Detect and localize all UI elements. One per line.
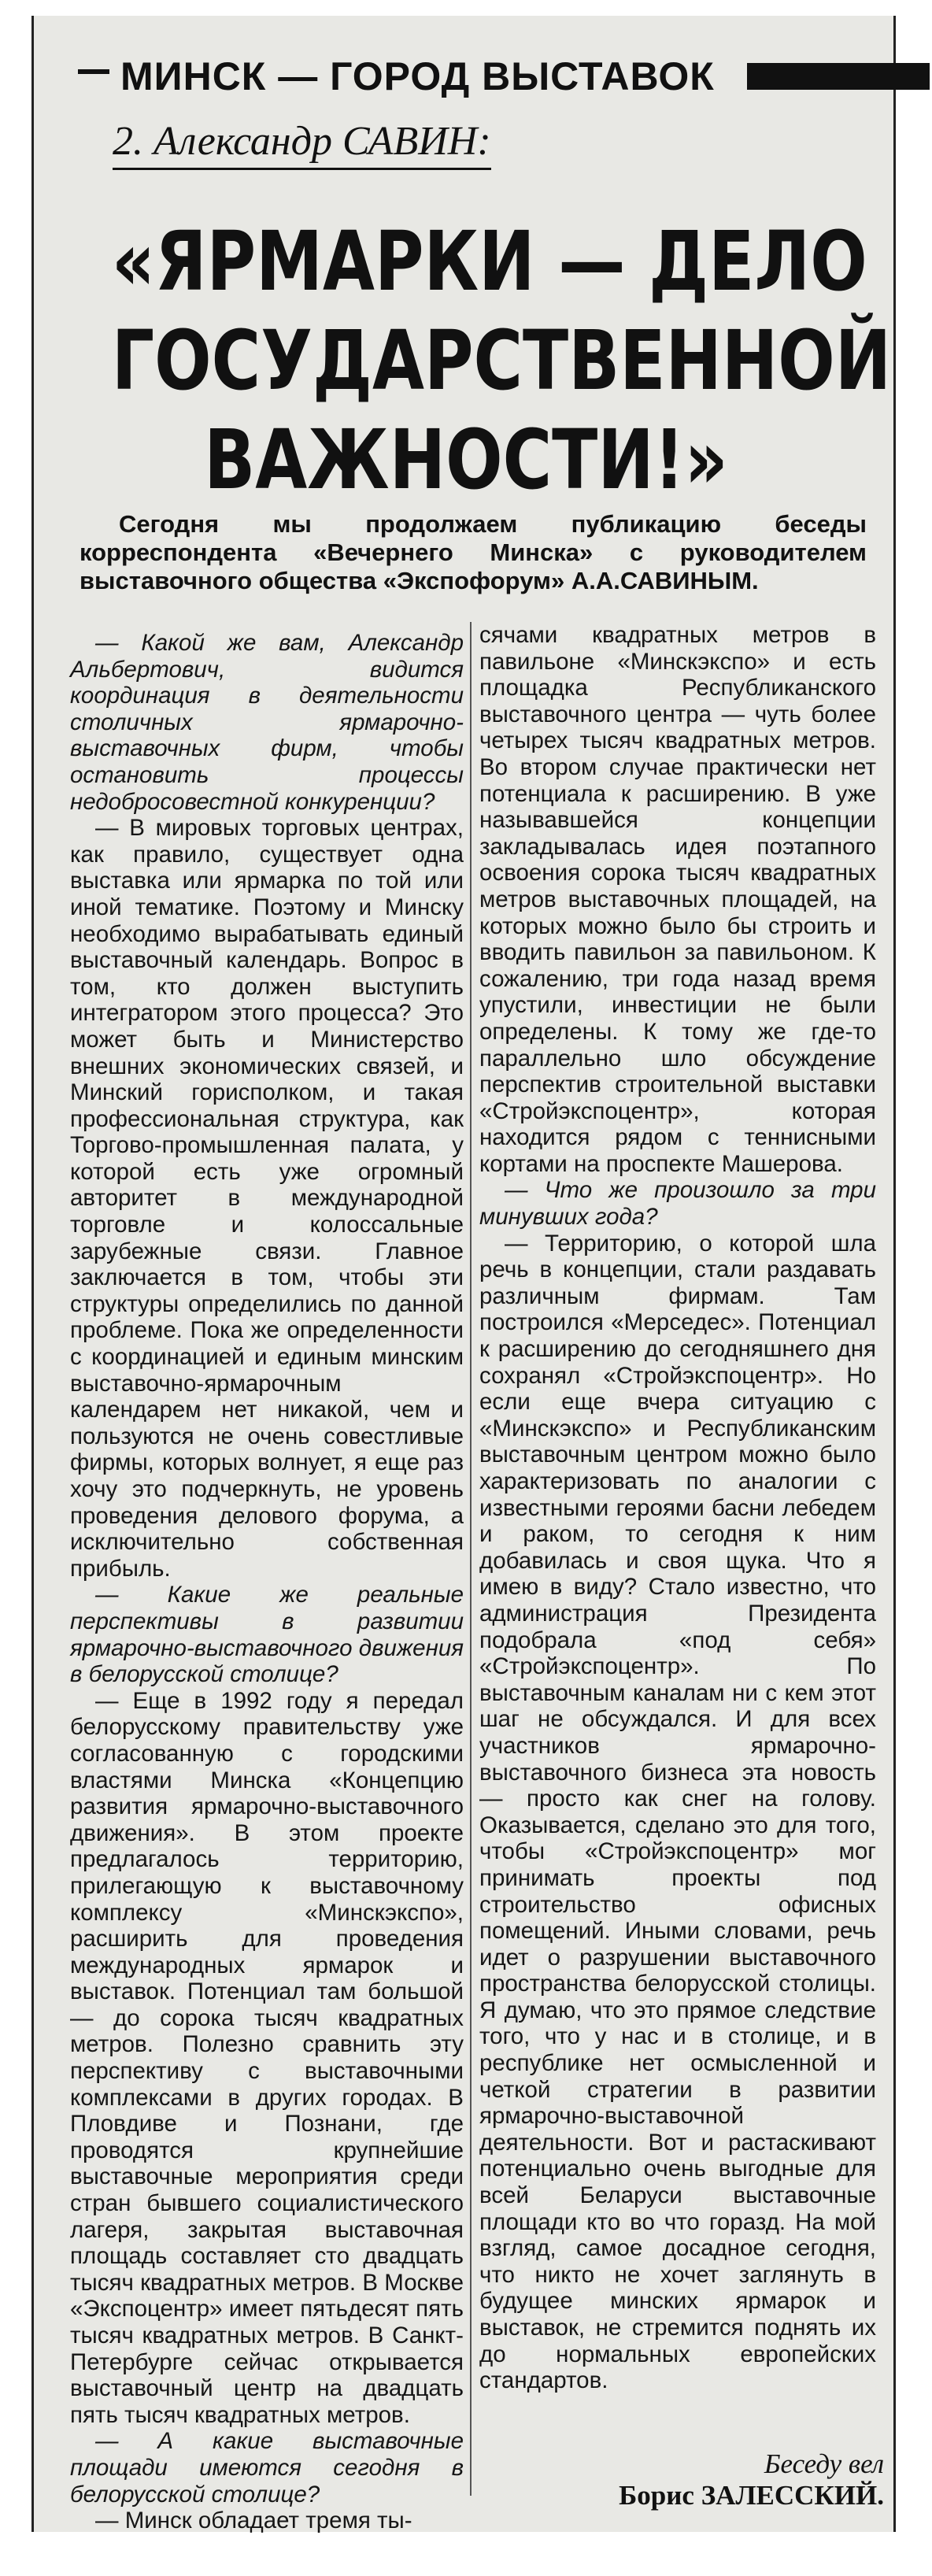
rubric-title: МИНСК — ГОРОД ВЫСТАВОК (109, 54, 726, 99)
rubric-bar-left (78, 69, 109, 74)
headline-line-2: ГОСУДАРСТВЕННОЙ (111, 313, 892, 409)
byline (553, 2448, 884, 2511)
answer-paragraph: — Еще в 1992 году я передал белорусскому правительству уже согласованную с городскими властями Минска «Концепцию развития ярмарочно-выставочного движения». В этом проекте предлагалось территорию, прилегающую к выставочному комплексу «Минскэкспо», расширить для проведения международных ярмарок и выставок. Потенциал там большой — до сорока тысяч квадратных метров. Полезно сравнить эту перспективу с выставочными комплексами в других городах. В Пловдиве и Познани, где проводятся крупнейшие выставочные мероприятия среди стран бывшего социалистического лагеря, закрытая выставочная площадь составляет сто двадцать тысяч квадратных метров. В Москве «Экспоцентр» имеет пятьдесят пять тысяч квадратных метров. В Санкт-Петербурге сейчас открывается выставочный центр на двадцать пять тысяч квадратных метров. (70, 1687, 464, 2428)
column-divider (470, 622, 472, 2496)
answer-paragraph: — В мировых торговых центрах, как правило, существует одна выставка или ярмарка по той или иной тематике. Поэтому и Минску необходимо вырабатывать единый выставочный календарь. Вопрос в том, кто должен выступить интегратором этого процесса? Это может быть и Министерство внешних экономических связей, и Минский горисполком, и такая профессиональная структура, как Торгово-промышленная палата, у которой есть уже огромный авторитет в международной торговле и колоссальные зарубежные связи. Главное заключается в том, чтобы эти структуры определились по данной проблеме. Пока же определенности с координацией и единым минским выставочно-ярмарочным календарем нет никакой, чем и пользуются не очень совестливые фирмы, которых волнует, я еще раз хочу это подчеркнуть, не уровень проведения делового форума, а исключительно собственная прибыль. (70, 815, 464, 1582)
article-column-left (70, 630, 464, 2534)
question-paragraph: — Что же произошло за три минувших года? (479, 1177, 876, 1231)
answer-paragraph: — Территорию, о которой шла речь в концепции, стали раздавать различным фирмам. Там построился «Мерседес». Потенциал к расширению до сегодняшнего дня сохранял «Стройэкспоцентр». Но если еще вчера ситуацию с «Минскэкспо» и Республиканским выставочным центром можно было характеризовать по аналогии с известными героями басни лебедем и раком, то сегодня к ним добавилась и своя щука. Что я имею в виду? Стало известно, что администрация Президента подобрала «под себя» «Стройэкспоцентр». По выставочным каналам ни с кем этот шаг не обсуждался. И для всех участников ярмарочно-выставочного бизнеса эта новость — просто как снег на голову. Оказывается, сделано это для того, чтобы «Стройэкспоцентр» мог принимать проекты под строительство офисных помещений. Иными словами, речь идет о разрушении выставочного пространства белорусской столицы. Я думаю, что это прямое следствие того, что у нас и в столице, и в республике нет осмысленной и четкой стратегии в развитии ярмарочно-выставочной деятельности. Вот и растаскивают потенциально очень выгодные для всей Беларуси выставочные площади кто во что горазд. На мой взгляд, самое досадное сегодня, что никто не хочет заглянуть в будущее минских ярмарок и выставок, не стремится поднять их до нормальных европейских стандартов. (479, 1230, 876, 2394)
speaker-line: 2. Александр САВИН: (113, 118, 491, 170)
byline-role: Беседу вел (764, 2448, 884, 2479)
question-paragraph: — Какой же вам, Александр Альбертович, видится координация в деятельности столичных ярмарочно-выставочных фирм, чтобы остановить процессы недобросовестной конкуренции? (70, 630, 464, 815)
headline-line-3: ВАЖНОСТИ!» (204, 412, 728, 508)
rubric-bar-right (747, 63, 930, 90)
byline-name: Борис ЗАЛЕССКИЙ. (619, 2480, 884, 2511)
question-paragraph: — Какие же реальные перспективы в развитии ярмарочно-выставочного движения в белорусской столице? (70, 1582, 464, 1688)
rubric-header (62, 49, 873, 104)
newspaper-clipping (31, 16, 896, 2532)
continued-paragraph: сячами квадратных метров в павильоне «Минскэкспо» и есть площадка Республиканского выставочного центра — чуть более четырех тысяч квадратных метров. Во втором случае практически нет потенциала к расширению. В уже называвшейся концепции закладывалась идея поэтапного освоения сорока тысяч квадратных метров выставочных площадей, на которых можно было бы строить и вводить павильон за павильоном. К сожалению, три года назад время упустили, инвестиции не были определены. К тому же где-то параллельно шло обсуждение перспектив строительной выставки «Стройэкспоцентр», которая находится рядом с теннисными кортами на проспекте Машерова. (479, 622, 876, 1177)
answer-paragraph: — Минск обладает тремя ты- (95, 2508, 412, 2534)
article-column-right (479, 622, 876, 2394)
headline-line-1: «ЯРМАРКИ — ДЕЛО (111, 213, 867, 309)
lead-paragraph: Сегодня мы продолжаем публикацию беседы корреспондента «Вечернего Минска» с руководителем выставочного общества «Экспофорум» А.А.САВИНЫМ. (80, 510, 867, 594)
question-paragraph: — А какие выставочные площади имеются сегодня в белорусской столице? (70, 2428, 464, 2508)
